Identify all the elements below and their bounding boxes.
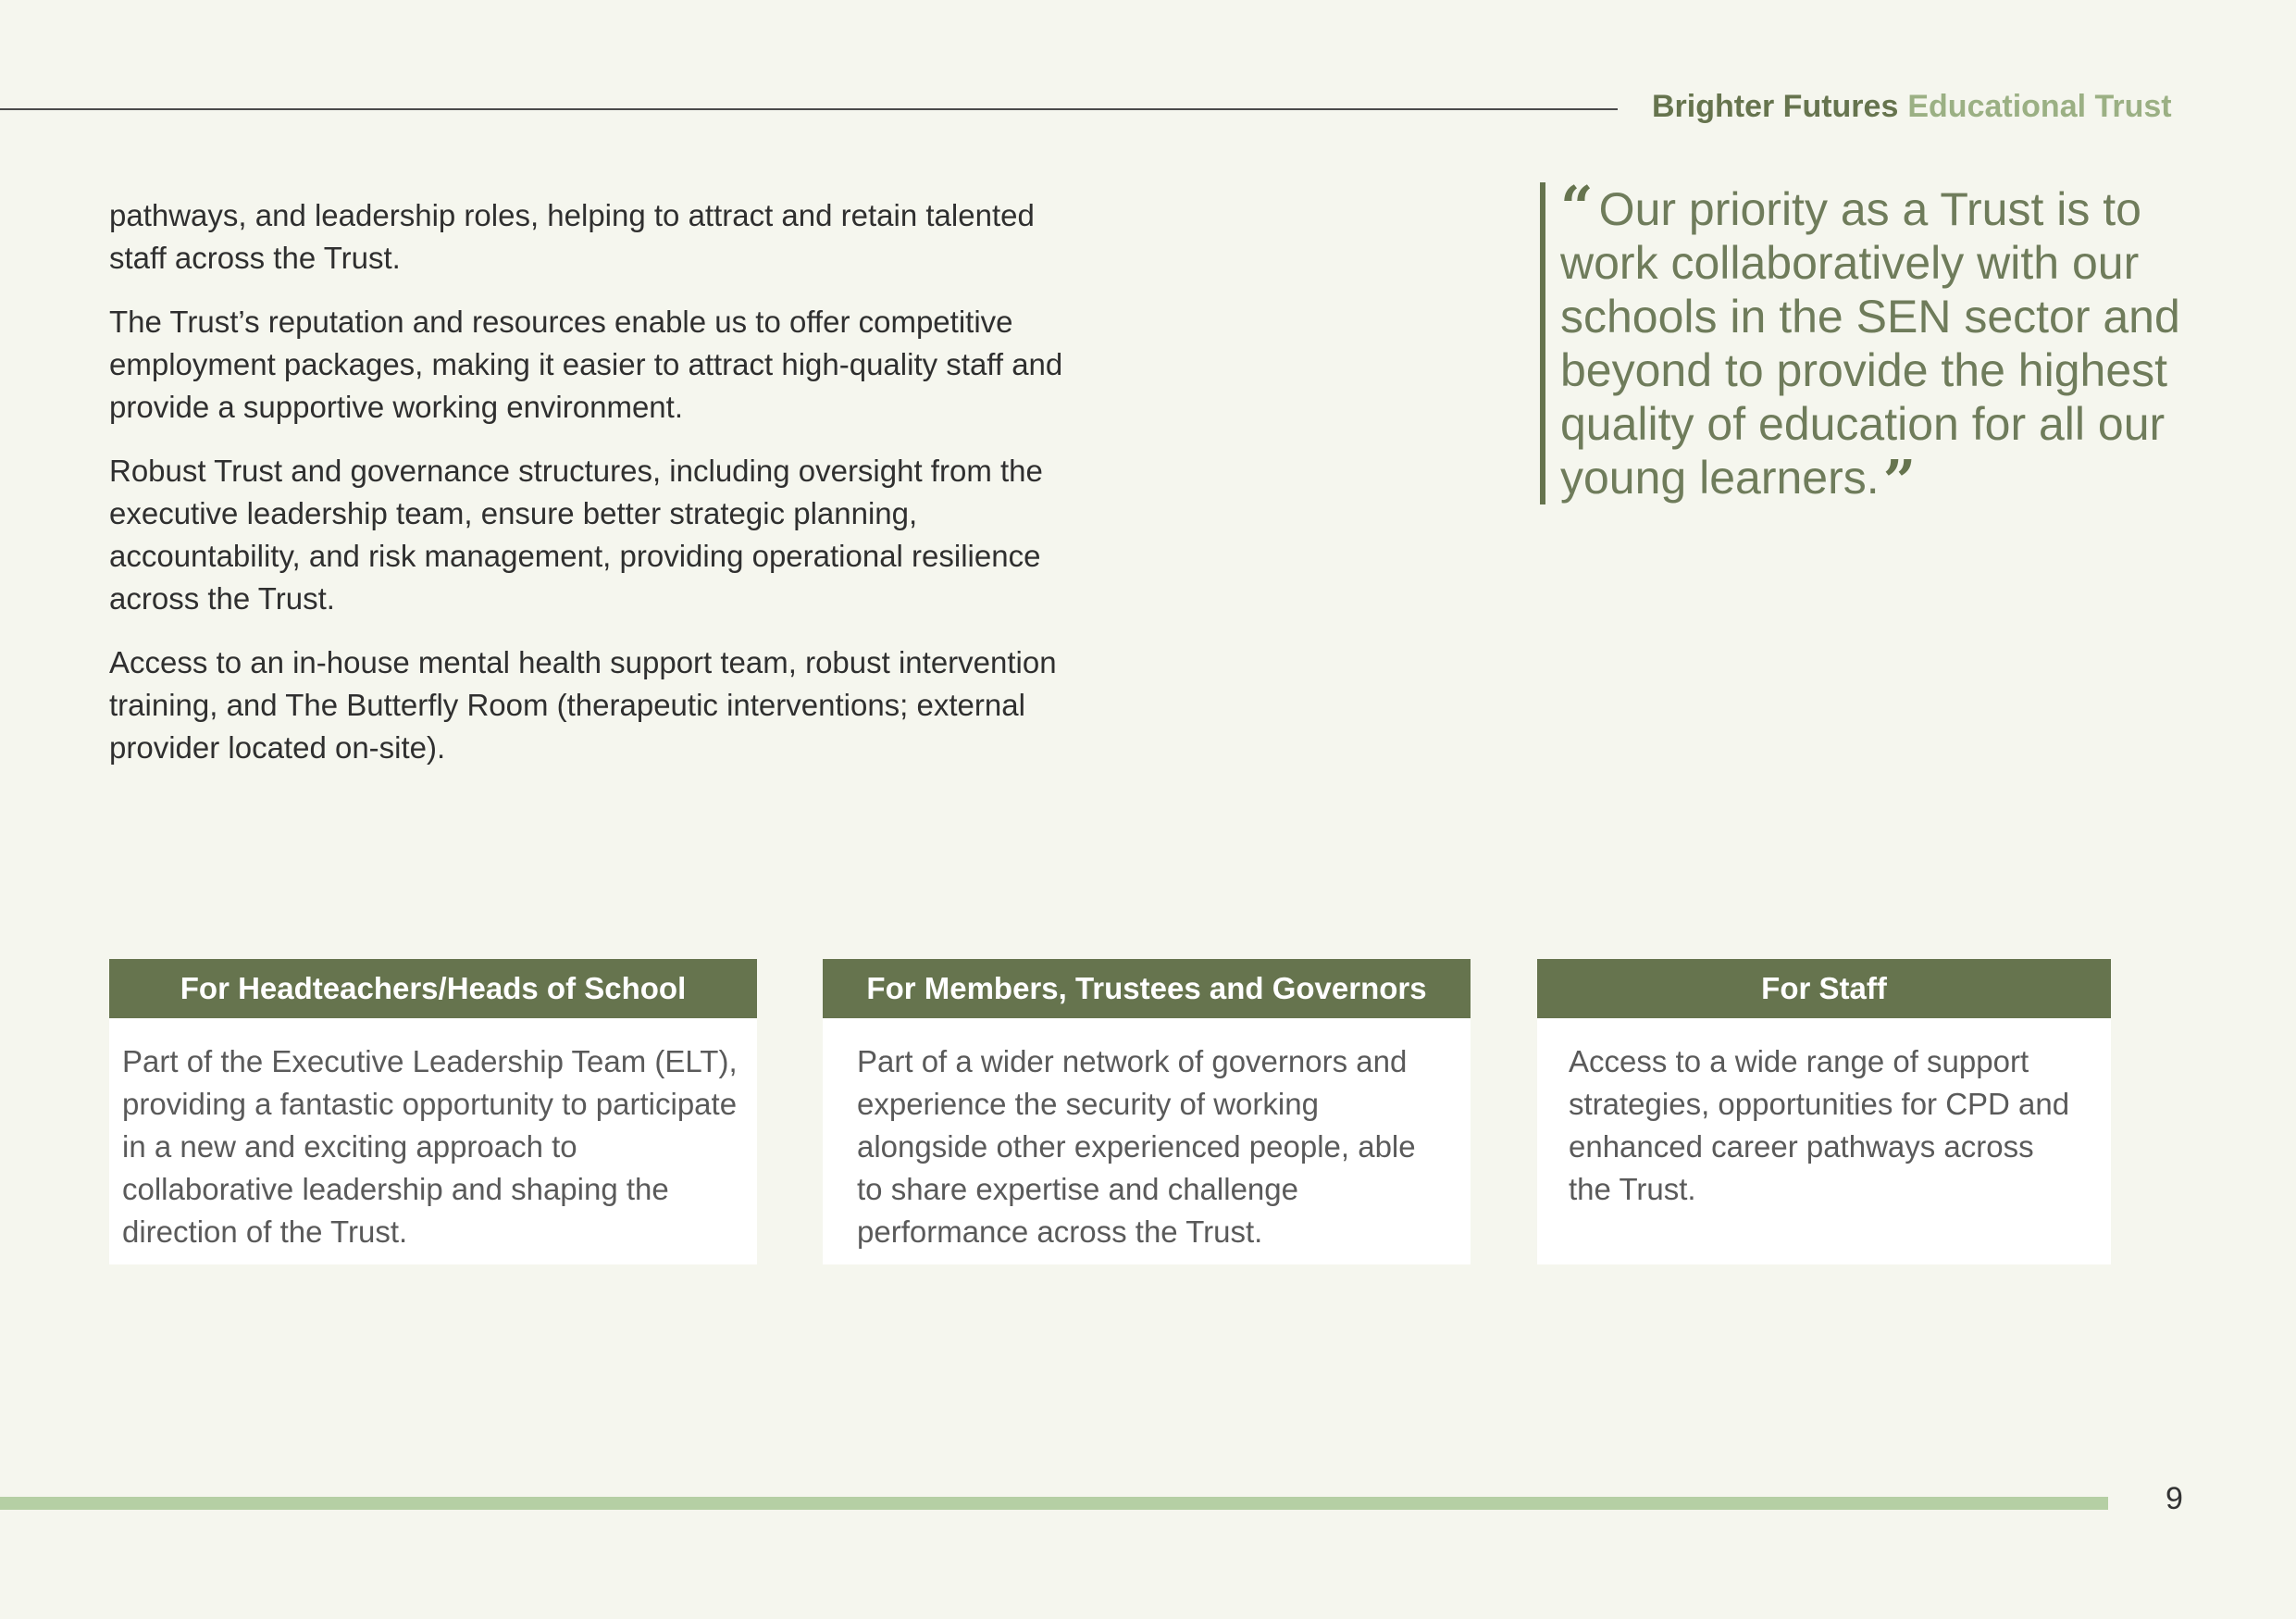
brand-name-secondary: Educational Trust	[1907, 89, 2172, 124]
card-text: Part of a wider network of governors and experience the security of working alongside other experienced people, able to share expertise and challenge performance across the Trust.	[857, 1044, 1416, 1249]
footer-bar	[0, 1497, 2108, 1510]
body-text	[109, 194, 1072, 791]
card-text: Access to a wide range of support strategies, opportunities for CPD and enhanced career pathways across the Trust.	[1569, 1044, 2070, 1206]
pull-quote-text: Our priority as a Trust is to work collaboratively with our schools in the SEN sector and beyond to provide the highest quality of education for all our young learners.	[1560, 183, 2180, 504]
pull-quote	[1540, 173, 2208, 515]
body-paragraph: Access to an in-house mental health support team, robust intervention training, and The Butterfly Room (therapeutic interventions; external provider located on-site).	[109, 645, 1057, 765]
body-paragraph: pathways, and leadership roles, helping to attract and retain talented staff across the Trust.	[109, 198, 1035, 275]
open-quote-icon: “	[1560, 173, 1590, 241]
card-text: Part of the Executive Leadership Team (ELT), providing a fantastic opportunity to participate in a new and exciting approach to collaborative leadership and shaping the direction of the Trust.	[122, 1044, 738, 1249]
card-title: For Headteachers/Heads of School	[109, 959, 757, 1018]
card-staff	[1537, 959, 2111, 1264]
card-members-trustees-governors	[823, 959, 1471, 1264]
card-body	[109, 1018, 757, 1253]
card-headteachers	[109, 959, 757, 1264]
card-body	[823, 1018, 1471, 1253]
brand-logo-text	[1652, 89, 2172, 125]
card-title: For Members, Trustees and Governors	[823, 959, 1471, 1018]
page-number: 9	[2166, 1481, 2183, 1516]
card-body	[1537, 1018, 2111, 1211]
close-quote-icon: ”	[1882, 447, 1913, 515]
brand-name-primary: Brighter Futures	[1652, 89, 1899, 124]
body-paragraph: The Trust’s reputation and resources enable us to offer competitive employment packages, making it easier to attract high-quality staff and provide a supportive working environment.	[109, 305, 1063, 424]
card-title: For Staff	[1537, 959, 2111, 1018]
header-rule	[0, 108, 1618, 110]
body-paragraph: Robust Trust and governance structures, including oversight from the executive leadership team, ensure better strategic planning, accountability, and risk management, providing operational resilience across the Trust.	[109, 454, 1043, 616]
